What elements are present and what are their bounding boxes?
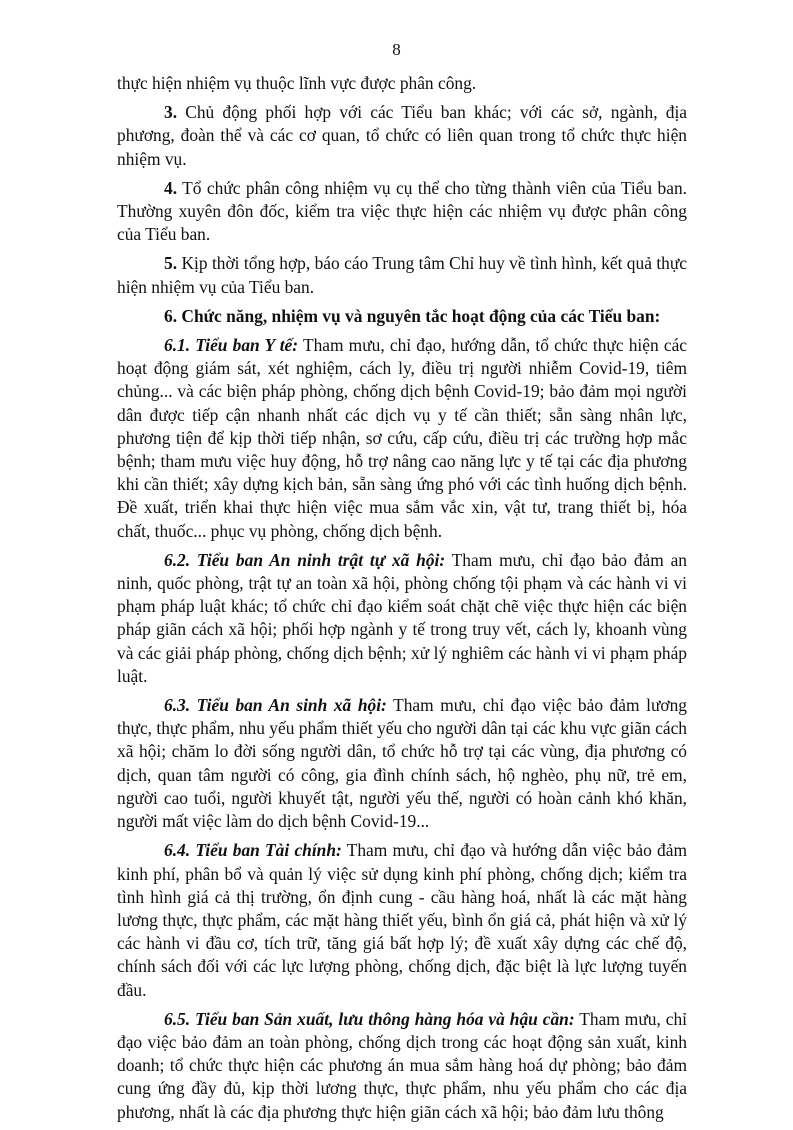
subsection-6-3 bbox=[117, 694, 687, 833]
paragraph-text: Chủ động phối hợp với các Tiểu ban khác; với các sở, ngành, địa phương, đoàn thể và các cơ quan, tổ chức có liên quan trong tổ chức thực hiện nhiệm vụ. bbox=[117, 102, 687, 169]
subsection-6-2 bbox=[117, 549, 687, 688]
paragraph-text: Tham mưu, chỉ đạo và hướng dẫn việc bảo đảm kinh phí, phân bổ và quản lý việc sử dụng kinh phí phòng, chống dịch; kiểm tra tình hình giá cả thị trường, ổn định cung - cầu hàng hoá, nhất là các mặt hàng lương thực, thực phẩm, các mặt hàng thiết yếu, bình ổn giá cả, phát hiện và xử lý các hành vi đầu cơ, tích trữ, tăng giá bất hợp lý; đề xuất xây dựng các chế độ, chính sách đối với các lực lượng phòng, chống dịch, đặc biệt là lực lượng tuyến đầu. bbox=[117, 840, 687, 1000]
paragraph-text: Tham mưu, chỉ đạo, hướng dẫn, tổ chức thực hiện các hoạt động giám sát, xét nghiệm, cách ly, điều trị người nhiễm Covid-19, tiêm chủng... và các biện pháp phòng, chống dịch bệnh Covid-19; bảo đảm mọi người dân được tiếp cận nhanh nhất các dịch vụ y tế cần thiết; sẵn sàng nhân lực, phương tiện để kịp thời tiếp nhận, sơ cứu, cấp cứu, điều trị các trường hợp mắc bệnh; tham mưu việc huy động, hỗ trợ nâng cao năng lực y tế tại các địa phương khi cần thiết; xây dựng kịch bản, sẵn sàng ứng phó với các tình huống dịch bệnh. Đề xuất, triển khai thực hiện việc mua sắm vắc xin, vật tư, trang thiết bị, hóa chất, thuốc... phục vụ phòng, chống dịch bệnh. bbox=[117, 335, 688, 541]
subsection-heading: 6.4. Tiểu ban Tài chính: bbox=[164, 840, 342, 861]
item-number: 5. bbox=[164, 253, 178, 274]
subsection-heading: 6.5. Tiểu ban Sản xuất, lưu thông hàng hóa và hậu cần: bbox=[164, 1008, 575, 1029]
paragraph-5 bbox=[117, 252, 687, 298]
paragraph-text: Tham mưu, chỉ đạo việc bảo đảm lương thực, thực phẩm, nhu yếu phẩm thiết yếu cho người dân tại các khu vực giãn cách xã hội; chăm lo đời sống người dân, tổ chức hỗ trợ tại các vùng, địa phương có dịch, quan tâm người có công, gia đình chính sách, hộ nghèo, phụ nữ, trẻ em, người cao tuổi, người khuyết tật, người yếu thế, người có hoàn cảnh khó khăn, người mất việc làm do dịch bệnh Covid-19... bbox=[117, 695, 687, 832]
subsection-heading: 6.3. Tiểu ban An sinh xã hội: bbox=[164, 695, 387, 716]
paragraph-text: Kịp thời tổng hợp, báo cáo Trung tâm Chỉ huy về tình hình, kết quả thực hiện nhiệm vụ của Tiểu ban. bbox=[117, 253, 687, 297]
document-body bbox=[117, 72, 687, 1130]
item-number: 3. bbox=[164, 102, 178, 123]
page-number: 8 bbox=[392, 40, 401, 59]
paragraph-4 bbox=[117, 177, 687, 247]
subsection-heading: 6.2. Tiểu ban An ninh trật tự xã hội: bbox=[164, 549, 446, 570]
paragraph-text: Tổ chức phân công nhiệm vụ cụ thể cho từng thành viên của Tiểu ban. Thường xuyên đôn đốc, kiểm tra việc thực hiện các nhiệm vụ được phân công của Tiểu ban. bbox=[117, 177, 687, 245]
item-number: 4. bbox=[164, 177, 178, 198]
subsection-6-1 bbox=[117, 334, 687, 543]
subsection-heading: 6.1. Tiểu ban Y tế: bbox=[164, 335, 299, 356]
paragraph-3 bbox=[117, 101, 687, 171]
subsection-6-5 bbox=[117, 1008, 687, 1124]
paragraph-text: Tham mưu, chỉ đạo việc bảo đảm an toàn phòng, chống dịch trong các hoạt động sản xuất, kinh doanh; tổ chức thực hiện các phương án mua sắm hàng hoá dự phòng; bảo đảm cung ứng đầy đủ, kịp thời lương thực, thực phẩm, nhu yếu phẩm cho các địa phương, nhất là các địa phương thực hiện giãn cách xã hội; bảo đảm lưu thông bbox=[117, 1008, 687, 1122]
subsection-6-4 bbox=[117, 839, 687, 1001]
paragraph-text: Tham mưu, chỉ đạo bảo đảm an ninh, quốc phòng, trật tự an toàn xã hội, phòng chống tội phạm và các hành vi vi phạm pháp luật khác; tổ chức chỉ đạo kiểm soát chặt chẽ việc thực hiện các biện pháp giãn cách xã hội; phối hợp ngành y tế trong truy vết, cách ly, khoanh vùng và các giải pháp phòng, chống dịch bệnh; xử lý nghiêm các hành vi vi phạm pháp luật. bbox=[117, 549, 687, 686]
section-heading: 6. Chức năng, nhiệm vụ và nguyên tắc hoạt động của các Tiểu ban: bbox=[164, 305, 661, 326]
paragraph-continuation: thực hiện nhiệm vụ thuộc lĩnh vực được phân công. bbox=[117, 73, 477, 93]
section-6-heading bbox=[117, 305, 687, 328]
